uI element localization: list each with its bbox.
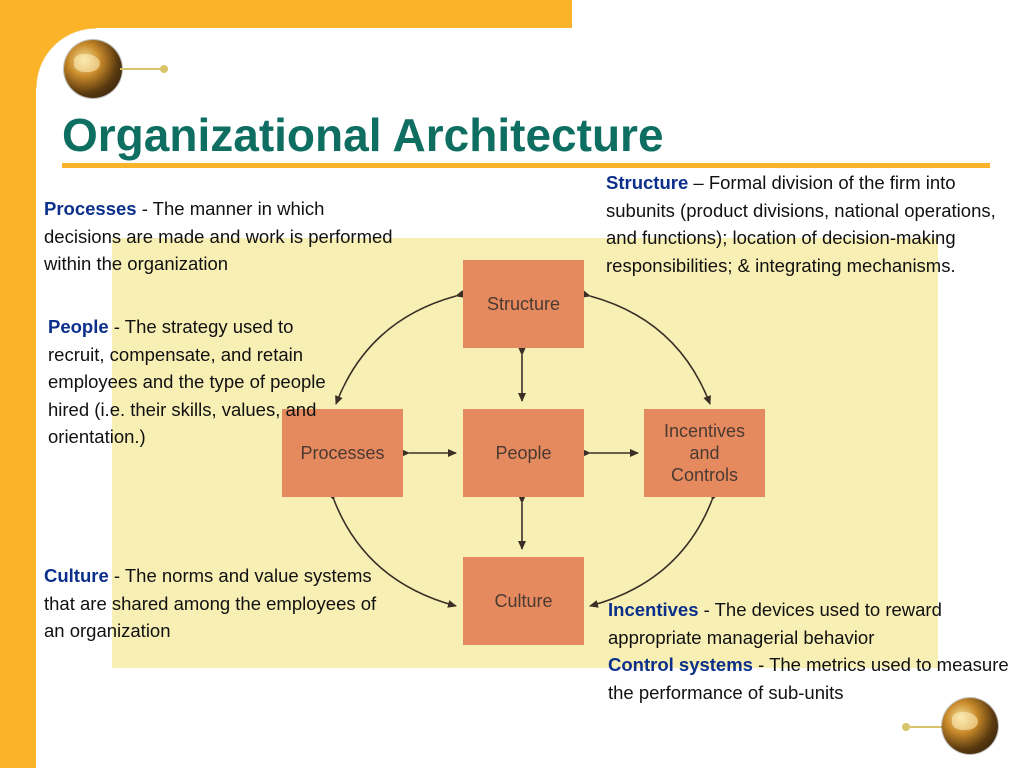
- incentives-term: Incentives: [608, 599, 699, 620]
- globe-connector-dot: [902, 723, 910, 731]
- incentives-box-label-line1: Incentives: [663, 421, 746, 441]
- processes-description: [44, 195, 404, 278]
- structure-box-label: Structure: [486, 294, 561, 314]
- incentives-controls-box: [644, 409, 765, 497]
- people-term: People: [48, 316, 109, 337]
- culture-box: [463, 557, 584, 645]
- incentives-box-label-line2: and: [689, 443, 720, 463]
- slide-title: Organizational Architecture: [62, 109, 664, 161]
- people-box-label: People: [495, 443, 552, 463]
- control-systems-text: - The metrics used to measure the performance of sub-units: [608, 654, 1009, 703]
- arrow-structure-processes: [336, 296, 456, 404]
- globe-icon: [942, 698, 998, 754]
- globe-connector-line: [910, 726, 946, 728]
- control-systems-description: [608, 651, 1013, 706]
- arrow-structure-incentives: [590, 296, 710, 404]
- processes-term: Processes: [44, 198, 137, 219]
- culture-box-label: Culture: [494, 591, 553, 611]
- people-description: [48, 313, 353, 451]
- culture-text: - The norms and value systems that are shared among the employees of an organization: [44, 565, 377, 641]
- structure-term: Structure: [606, 172, 689, 193]
- culture-description: [44, 562, 389, 645]
- people-text: - The strategy used to recruit, compensate, and retain employees and the type of people hired (i.e. their skills, values, and orientation.): [48, 316, 326, 447]
- incentives-description: [608, 596, 1020, 651]
- culture-term: Culture: [44, 565, 109, 586]
- control-systems-term: Control systems: [608, 654, 753, 675]
- incentives-text: - The devices used to reward appropriate managerial behavior: [608, 599, 942, 648]
- structure-text: – Formal division of the firm into subunits (product divisions, national operations, and functions); location of decision-making responsibilities; & integrating mechanisms.: [606, 172, 996, 276]
- structure-description: [606, 169, 1016, 279]
- processes-text: - The manner in which decisions are made and work is performed within the organization: [44, 198, 393, 274]
- processes-box-label: Processes: [300, 443, 385, 463]
- structure-box: [463, 260, 584, 348]
- arrow-incentives-culture: [590, 500, 712, 606]
- people-box: [463, 409, 584, 497]
- incentives-box-label-line3: Controls: [670, 465, 739, 485]
